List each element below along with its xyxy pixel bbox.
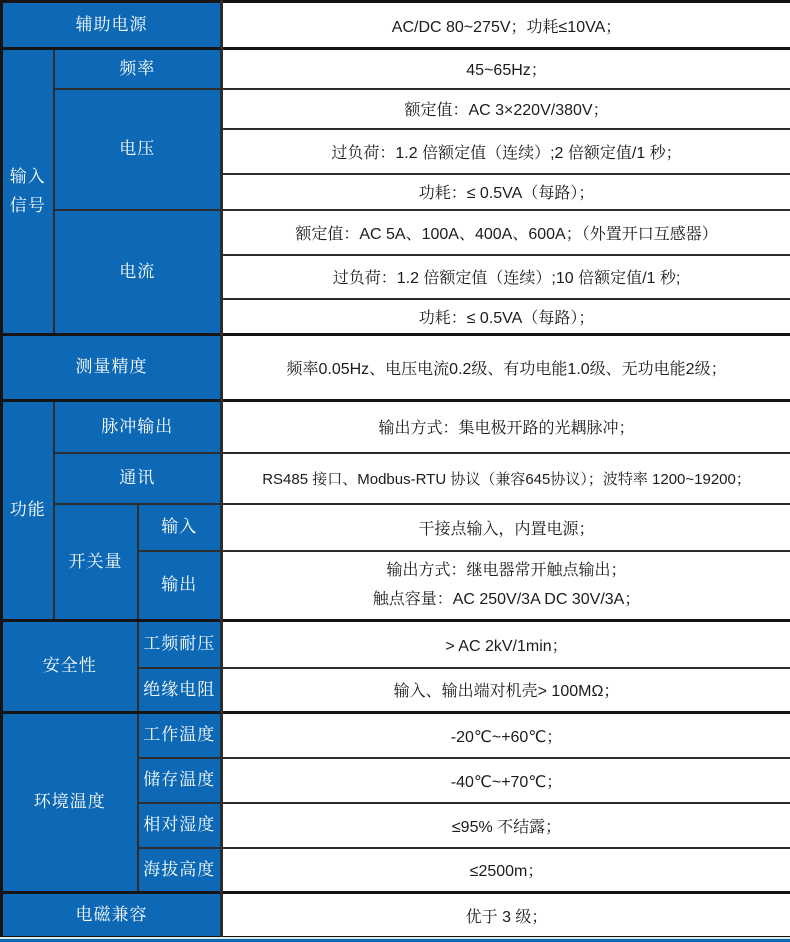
emc-label: 电磁兼容 bbox=[2, 893, 222, 938]
comm-label: 通讯 bbox=[54, 453, 222, 504]
emc-value: 优于 3 级； bbox=[222, 893, 790, 938]
storage-temp-value: -40℃~+70℃； bbox=[222, 758, 790, 803]
storage-temp-label: 储存温度 bbox=[138, 758, 222, 803]
aux-power-label: 辅助电源 bbox=[2, 2, 222, 49]
switch-output-value bbox=[222, 551, 790, 621]
working-temp-value: -20℃~+60℃； bbox=[222, 713, 790, 758]
altitude-label: 海拔高度 bbox=[138, 848, 222, 893]
aux-power-value: AC/DC 80~275V；功耗≤10VA； bbox=[222, 2, 790, 49]
environment-label: 环境温度 bbox=[2, 713, 138, 893]
current-power-value: 功耗：≤ 0.5VA（每路）； bbox=[222, 299, 790, 335]
voltage-rated-value: 额定值：AC 3×220V/380V； bbox=[222, 89, 790, 129]
switch-output-label: 输出 bbox=[138, 551, 222, 621]
switch-output-line1: 输出方式：继电器常开触点输出； bbox=[386, 561, 627, 579]
accuracy-value: 频率0.05Hz、电压电流0.2级、有功电能1.0级、无功电能2级； bbox=[222, 335, 790, 401]
voltage-label: 电压 bbox=[54, 89, 222, 210]
insulation-value: 输入、输出端对机壳> 100MΩ； bbox=[222, 668, 790, 713]
voltage-power-value: 功耗：≤ 0.5VA（每路）； bbox=[222, 174, 790, 210]
humidity-label: 相对湿度 bbox=[138, 803, 222, 848]
pulse-output-label: 脉冲输出 bbox=[54, 401, 222, 453]
current-rated-value: 额定值：AC 5A、100A、400A、600A；（外置开口互感器） bbox=[222, 210, 790, 255]
working-temp-label: 工作温度 bbox=[138, 713, 222, 758]
accuracy-label: 测量精度 bbox=[2, 335, 222, 401]
insulation-label: 绝缘电阻 bbox=[138, 668, 222, 713]
frequency-value: 45~65Hz； bbox=[222, 49, 790, 89]
altitude-value: ≤2500m； bbox=[222, 848, 790, 893]
withstand-value: > AC 2kV/1min； bbox=[222, 621, 790, 668]
voltage-overload-value: 过负荷：1.2 倍额定值（连续）;2 倍额定值/1 秒； bbox=[222, 129, 790, 174]
switch-input-label: 输入 bbox=[138, 504, 222, 551]
current-overload-value: 过负荷：1.2 倍额定值（连续）;10 倍额定值/1 秒; bbox=[222, 255, 790, 299]
switch-label: 开关量 bbox=[54, 504, 138, 621]
frequency-label: 频率 bbox=[54, 49, 222, 89]
current-label: 电流 bbox=[54, 210, 222, 335]
function-label: 功能 bbox=[2, 401, 54, 621]
pulse-output-value: 输出方式：集电极开路的光耦脉冲； bbox=[222, 401, 790, 453]
humidity-value: ≤95% 不结露； bbox=[222, 803, 790, 848]
comm-value: RS485 接口、Modbus-RTU 协议（兼容645协议）；波特率 1200~19200； bbox=[222, 453, 790, 504]
safety-label: 安全性 bbox=[2, 621, 138, 713]
switch-input-value: 干接点输入，内置电源； bbox=[222, 504, 790, 551]
input-signal-label: 输入信号 bbox=[2, 49, 54, 335]
withstand-label: 工频耐压 bbox=[138, 621, 222, 668]
switch-output-line2: 触点容量：AC 250V/3A DC 30V/3A； bbox=[372, 591, 641, 609]
